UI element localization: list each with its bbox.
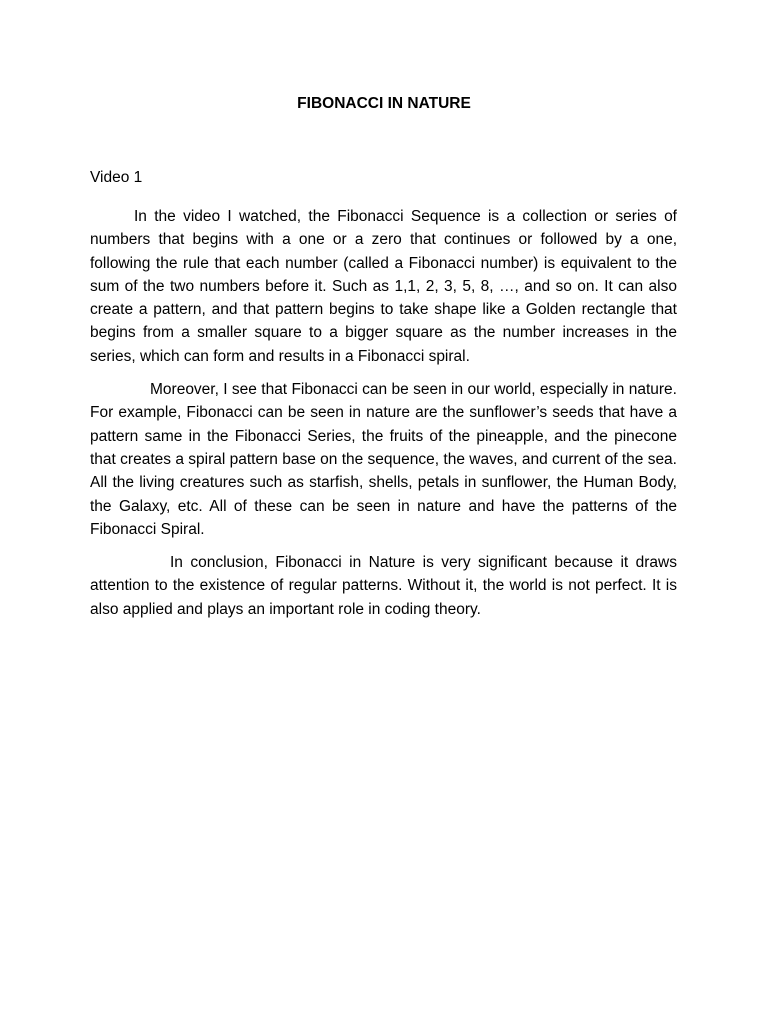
section-heading: Video 1 bbox=[90, 169, 143, 186]
document-body bbox=[90, 205, 677, 631]
paragraph-definition: In the video I watched, the Fibonacci Sequence is a collection or series of numbers that begins with a one or a zero that continues or followed by a one, following the rule that each number (called a Fibonacci number) is equivalent to the sum of the two numbers before it. Such as 1,1, 2, 3, 5, 8, …, and so on. It can also create a pattern, and that pattern begins to take shape like a Golden rectangle that begins from a smaller square to a bigger square as the number increases in the series, which can form and results in a Fibonacci spiral. bbox=[90, 208, 677, 365]
document-title: FIBONACCI IN NATURE bbox=[297, 95, 471, 112]
paragraph-conclusion: In conclusion, Fibonacci in Nature is very significant because it draws attention to the existence of regular patterns. Without it, the world is not perfect. It is also applied and plays an important role in coding theory. bbox=[90, 554, 677, 618]
paragraph-examples: Moreover, I see that Fibonacci can be seen in our world, especially in nature. For example, Fibonacci can be seen in nature are the sunflower’s seeds that have a pattern same in the Fibonacci Series, the fruits of the pineapple, and the pinecone that creates a spiral pattern base on the sequence, the waves, and current of the sea. All the living creatures such as starfish, shells, petals in sunflower, the Human Body, the Galaxy, etc. All of these can be seen in nature and have the patterns of the Fibonacci Spiral. bbox=[90, 381, 677, 538]
